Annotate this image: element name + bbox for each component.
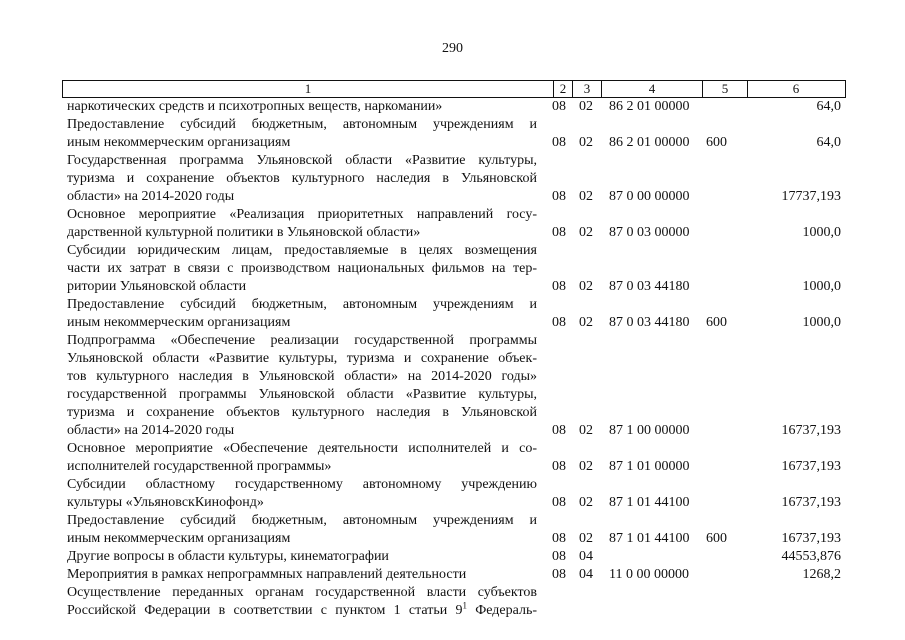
amount: 16737,193: [781, 423, 841, 438]
target-article-code: 87 1 00 00000: [609, 423, 690, 438]
subsection-code: 04: [579, 567, 593, 582]
table-row: [0, 440, 905, 476]
row-description: [67, 152, 537, 206]
section-code: 08: [552, 549, 566, 564]
description-line: иным некоммерческим организациям: [67, 315, 291, 330]
target-article-code: 87 1 01 44100: [609, 495, 690, 510]
subsection-code: 02: [579, 189, 593, 204]
row-description: [67, 566, 537, 584]
amount: 64,0: [816, 99, 841, 114]
description-line: туризма и сохранение объектов культурного наследия в Ульяновской: [67, 171, 537, 186]
table-row: [0, 476, 905, 512]
description-line: Осуществление переданных органам государственной власти субъектов: [67, 585, 537, 600]
table-row: [0, 296, 905, 332]
amount: 1000,0: [802, 225, 841, 240]
target-article-code: 87 0 03 00000: [609, 225, 690, 240]
amount: 16737,193: [781, 459, 841, 474]
row-description: [67, 548, 537, 566]
amount: 64,0: [816, 135, 841, 150]
description-line: области» на 2014-2020 годы: [67, 423, 235, 438]
description-line: туризма и сохранение объектов культурного наследия в Ульяновской: [67, 405, 537, 420]
description-line: ритории Ульяновской области: [67, 279, 247, 294]
subsection-code: 02: [579, 135, 593, 150]
row-description: [67, 242, 537, 296]
section-code: 08: [552, 279, 566, 294]
amount: 44553,876: [781, 549, 841, 564]
section-code: 08: [552, 567, 566, 582]
target-article-code: 87 0 03 44180: [609, 315, 690, 330]
amount: 16737,193: [781, 531, 841, 546]
table-row: [0, 332, 905, 440]
table-row: [0, 152, 905, 206]
subsection-code: 02: [579, 225, 593, 240]
amount: 1000,0: [802, 279, 841, 294]
subsection-code: 02: [579, 279, 593, 294]
table-row: [0, 116, 905, 152]
section-code: 08: [552, 423, 566, 438]
table-row: [0, 242, 905, 296]
target-article-code: 86 2 01 00000: [609, 99, 690, 114]
subsection-code: 02: [579, 495, 593, 510]
amount: 1268,2: [802, 567, 841, 582]
target-article-code: 11 0 00 00000: [609, 567, 689, 582]
description-line: Субсидии юридическим лицам, предоставляемые в целях возмещения: [67, 243, 537, 258]
description-line: государственной программы Ульяновской области «Развитие культуры,: [67, 387, 537, 402]
expense-type-code: 600: [706, 135, 727, 150]
amount: 17737,193: [781, 189, 841, 204]
target-article-code: 87 0 03 44180: [609, 279, 690, 294]
target-article-code: 86 2 01 00000: [609, 135, 690, 150]
row-description: [67, 116, 537, 152]
table-row: [0, 98, 905, 116]
section-code: 08: [552, 99, 566, 114]
description-line: Государственная программа Ульяновской области «Развитие культуры,: [67, 153, 537, 168]
row-description: [67, 476, 537, 512]
header-col-5: 5: [721, 81, 729, 96]
subsection-code: 02: [579, 315, 593, 330]
description-line: Подпрограмма «Обеспечение реализации государственной программы: [67, 333, 537, 348]
subsection-code: 02: [579, 423, 593, 438]
row-description: [67, 296, 537, 332]
description-line: Субсидии областному государственному автономному учреждению: [67, 477, 537, 492]
expense-type-code: 600: [706, 315, 727, 330]
description-line: области» на 2014-2020 годы: [67, 189, 235, 204]
row-description: [67, 584, 537, 620]
section-code: 08: [552, 315, 566, 330]
header-col-3: 3: [583, 81, 591, 96]
table-row: [0, 566, 905, 584]
header-col-4: 4: [648, 81, 656, 96]
table-row: [0, 512, 905, 548]
row-description: [67, 440, 537, 476]
target-article-code: 87 1 01 00000: [609, 459, 690, 474]
row-description: [67, 512, 537, 548]
subsection-code: 02: [579, 531, 593, 546]
target-article-code: 87 1 01 44100: [609, 531, 690, 546]
subsection-code: 02: [579, 459, 593, 474]
row-description: [67, 98, 537, 116]
header-col-2: 2: [559, 81, 567, 96]
description-line: Предоставление субсидий бюджетным, автономным учреждениям и: [67, 513, 537, 528]
table-row: [0, 206, 905, 242]
expense-type-code: 600: [706, 531, 727, 546]
description-line: Предоставление субсидий бюджетным, автономным учреждениям и: [67, 117, 537, 132]
superscript: 1: [462, 602, 467, 611]
row-description: [67, 332, 537, 440]
table-body: [0, 98, 905, 620]
description-line: Основное мероприятие «Реализация приоритетных направлений госу-: [67, 207, 537, 222]
description-line: Мероприятия в рамках непрограммных направлений деятельности: [67, 567, 467, 582]
section-code: 08: [552, 189, 566, 204]
description-line: Другие вопросы в области культуры, кинематографии: [67, 549, 389, 564]
subsection-code: 02: [579, 99, 593, 114]
table-header: [62, 80, 846, 98]
description-line: иным некоммерческим организациям: [67, 531, 291, 546]
section-code: 08: [552, 135, 566, 150]
header-col-1: 1: [304, 81, 312, 96]
header-col-6: 6: [792, 81, 800, 96]
amount: 16737,193: [781, 495, 841, 510]
description-line: части их затрат в связи с производством национальных фильмов на тер-: [67, 261, 537, 276]
section-code: 08: [552, 531, 566, 546]
description-line: дарственной культурной политики в Ульяновской области»: [67, 225, 421, 240]
description-line: Предоставление субсидий бюджетным, автономным учреждениям и: [67, 297, 537, 312]
description-line: Российской Федерации в соответствии с пунктом 1 статьи $9^1$ Федераль-: [67, 602, 537, 618]
description-line: наркотических средств и психотропных веществ, наркомании»: [67, 99, 443, 114]
page-number: 290: [442, 41, 463, 56]
subsection-code: 04: [579, 549, 593, 564]
section-code: 08: [552, 459, 566, 474]
row-description: [67, 206, 537, 242]
section-code: 08: [552, 225, 566, 240]
table-row: [0, 548, 905, 566]
section-code: 08: [552, 495, 566, 510]
description-line: тов культурного наследия в Ульяновской области» на 2014-2020 годы»: [67, 369, 537, 384]
table-row: [0, 584, 905, 620]
description-line: Ульяновской области «Развитие культуры, туризма и сохранение объек-: [67, 351, 537, 366]
amount: 1000,0: [802, 315, 841, 330]
description-line: иным некоммерческим организациям: [67, 135, 291, 150]
target-article-code: 87 0 00 00000: [609, 189, 690, 204]
description-line: исполнителей государственной программы»: [67, 459, 332, 474]
description-line: культуры «УльяновскКинофонд»: [67, 495, 264, 510]
description-line: Основное мероприятие «Обеспечение деятельности исполнителей и со-: [67, 441, 537, 456]
